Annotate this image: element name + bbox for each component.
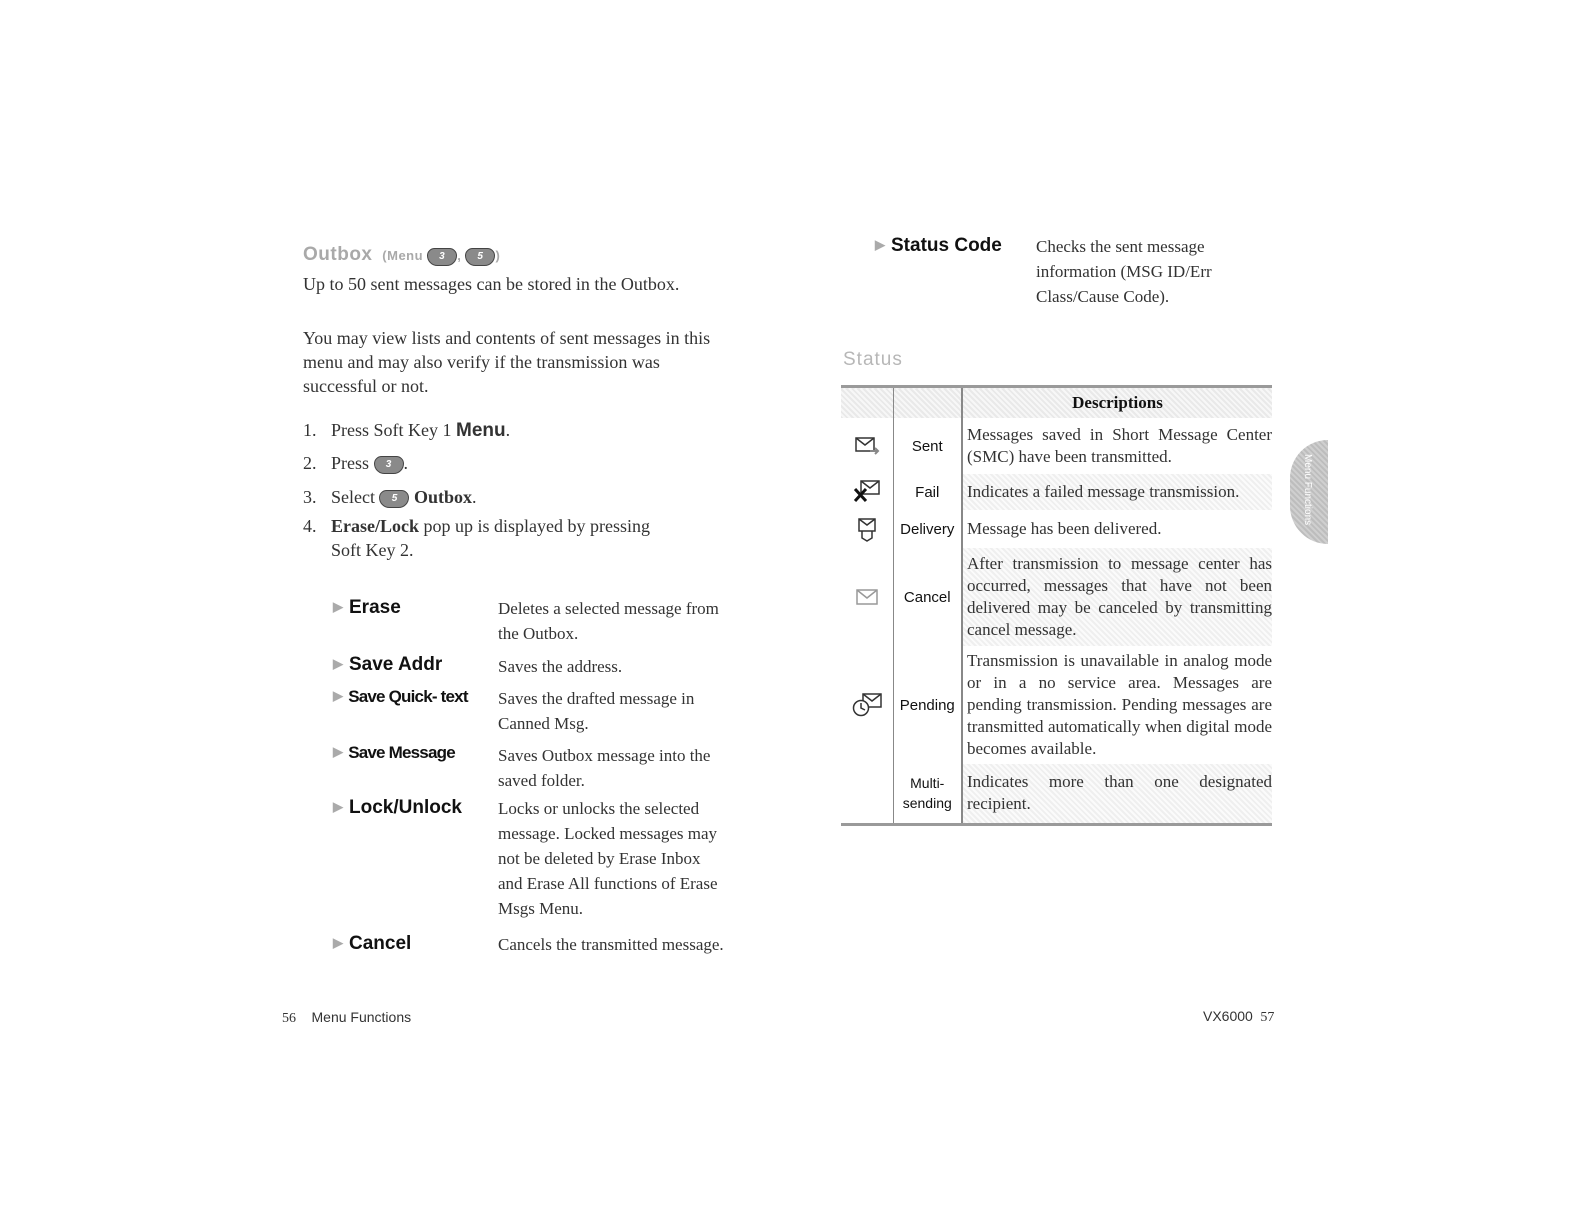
fail-envelope-icon bbox=[852, 479, 882, 505]
table-row-pending bbox=[841, 646, 1272, 764]
intro-paragraph-1: Up to 50 sent messages can be stored in the Outbox. bbox=[303, 274, 680, 294]
intro-paragraph-2: You may view lists and contents of sent messages in this menu and may also verify if the transmission was successful or not. bbox=[303, 328, 711, 396]
delivery-envelope-icon bbox=[856, 516, 878, 542]
option-lock-unlock-label bbox=[333, 797, 462, 819]
bullet-triangle-icon: ▶ bbox=[333, 599, 343, 614]
table-row-sent bbox=[841, 418, 1272, 474]
key-5-icon: 5 bbox=[379, 490, 409, 508]
table-row-fail bbox=[841, 474, 1272, 510]
menu-sep: , bbox=[457, 248, 462, 263]
step-3 bbox=[303, 485, 477, 509]
menu-prefix: (Menu bbox=[382, 248, 424, 263]
option-label-text: Save Message bbox=[348, 743, 455, 762]
step-text: Press Soft Key 1 bbox=[331, 420, 456, 440]
step-2 bbox=[303, 451, 408, 475]
step-text: Select bbox=[331, 487, 375, 507]
status-table bbox=[841, 385, 1272, 826]
option-save-addr-label bbox=[333, 654, 442, 676]
option-erase-desc: Deletes a selected message from the Outbox. bbox=[498, 599, 719, 643]
bullet-triangle-icon: ▶ bbox=[333, 935, 343, 950]
desc-cell: Indicates more than one designated recipient. bbox=[962, 764, 1272, 824]
pending-envelope-icon bbox=[851, 692, 883, 718]
option-save-message-desc: Saves Outbox message into the saved folder. bbox=[498, 746, 711, 790]
cancel-envelope-icon bbox=[855, 587, 879, 607]
step-keyword: Outbox bbox=[413, 487, 473, 507]
page-number-right: 57 bbox=[1260, 1010, 1275, 1025]
option-save-quick-text-label bbox=[333, 687, 468, 707]
table-row-cancel bbox=[841, 548, 1272, 646]
bullet-triangle-icon: ▶ bbox=[333, 688, 343, 703]
status-cell: Multi- sending bbox=[893, 764, 962, 824]
option-save-addr-desc: Saves the address. bbox=[498, 657, 623, 676]
step-number: 1. bbox=[303, 420, 317, 440]
status-cell: Delivery bbox=[893, 510, 962, 548]
bullet-triangle-icon: ▶ bbox=[875, 237, 885, 252]
step-text: Press bbox=[331, 453, 370, 473]
step-text-cont: Soft Key 2. bbox=[331, 540, 414, 560]
step-tail: . bbox=[403, 453, 409, 473]
status-heading: Status bbox=[843, 349, 903, 370]
desc-cell: After transmission to message center has occurred, messages that have not been delivered may be canceled by transmitting cancel message. bbox=[962, 548, 1272, 646]
icon-cell bbox=[841, 764, 893, 824]
desc-cell: Transmission is unavailable in analog mode or in a no service area. Messages are pending transmission. Pending messages are transmitted automatically when digital mode becomes available. bbox=[962, 646, 1272, 764]
option-status-code-desc: Checks the sent message information (MSG ID/Err Class/Cause Code). bbox=[1036, 237, 1212, 306]
icon-cell bbox=[841, 474, 893, 510]
menu-path bbox=[382, 248, 500, 263]
step-number: 4. bbox=[303, 516, 317, 536]
step-keyword: Erase/Lock bbox=[331, 516, 419, 536]
option-label-text: Save Addr bbox=[349, 654, 443, 675]
step-1 bbox=[303, 418, 510, 443]
table-row-multi-sending bbox=[841, 764, 1272, 824]
option-cancel-label bbox=[333, 933, 411, 955]
footer-left bbox=[282, 1009, 411, 1027]
option-label-text: Status Code bbox=[891, 235, 1002, 256]
bullet-triangle-icon: ▶ bbox=[333, 744, 343, 759]
menu-suffix: ) bbox=[495, 248, 501, 263]
step-tail: . bbox=[505, 420, 511, 440]
option-erase-label bbox=[333, 597, 401, 619]
status-cell: Pending bbox=[893, 646, 962, 764]
step-number: 3. bbox=[303, 487, 317, 507]
key-3-icon: 3 bbox=[427, 248, 457, 266]
header-descriptions: Descriptions bbox=[962, 387, 1272, 419]
header-status-cell bbox=[893, 387, 962, 419]
table-header-row bbox=[841, 387, 1272, 419]
step-4 bbox=[303, 514, 650, 562]
option-save-message-label bbox=[333, 743, 455, 763]
table-row-delivery bbox=[841, 510, 1272, 548]
footer-section-name: Menu Functions bbox=[311, 1009, 412, 1025]
option-label-text: Lock/Unlock bbox=[349, 797, 462, 818]
option-lock-unlock-desc: Locks or unlocks the selected message. Locked messages may not be deleted by Erase Inbox and Erase All functions of Erase Msgs Menu. bbox=[498, 799, 718, 918]
header-icon-cell bbox=[841, 387, 893, 419]
option-cancel-desc: Cancels the transmitted message. bbox=[498, 935, 724, 954]
side-tab bbox=[1290, 440, 1328, 544]
step-text: pop up is displayed by pressing bbox=[419, 516, 650, 536]
desc-cell: Message has been delivered. bbox=[962, 510, 1272, 548]
status-cell: Fail bbox=[893, 474, 962, 510]
page-number-left: 56 bbox=[282, 1011, 296, 1026]
option-status-code-label bbox=[875, 235, 1002, 257]
footer-right bbox=[1203, 1008, 1274, 1026]
footer-model: VX6000 bbox=[1203, 1008, 1253, 1024]
option-label-text: Cancel bbox=[349, 933, 412, 954]
status-cell: Sent bbox=[893, 418, 962, 474]
key-3-icon: 3 bbox=[374, 456, 404, 474]
option-save-quick-text-desc: Saves the drafted message in Canned Msg. bbox=[498, 689, 695, 733]
step-tail: . bbox=[472, 487, 477, 507]
desc-cell: Messages saved in Short Message Center (SMC) have been transmitted. bbox=[962, 418, 1272, 474]
key-5-icon: 5 bbox=[465, 248, 495, 266]
desc-cell: Indicates a failed message transmission. bbox=[962, 474, 1272, 510]
bullet-triangle-icon: ▶ bbox=[333, 656, 343, 671]
section-title-text: Outbox bbox=[303, 244, 373, 265]
section-title bbox=[303, 244, 500, 266]
icon-cell bbox=[841, 510, 893, 548]
side-tab-text: Menu Functions bbox=[1302, 454, 1313, 526]
icon-cell bbox=[841, 646, 893, 764]
sent-envelope-icon bbox=[854, 435, 880, 457]
option-label-text: Save Quick- text bbox=[348, 687, 468, 706]
icon-cell bbox=[841, 548, 893, 646]
bullet-triangle-icon: ▶ bbox=[333, 799, 343, 814]
status-cell: Cancel bbox=[893, 548, 962, 646]
step-keyword: Menu bbox=[456, 420, 506, 441]
option-label-text: Erase bbox=[349, 597, 401, 618]
step-number: 2. bbox=[303, 453, 317, 473]
icon-cell bbox=[841, 418, 893, 474]
